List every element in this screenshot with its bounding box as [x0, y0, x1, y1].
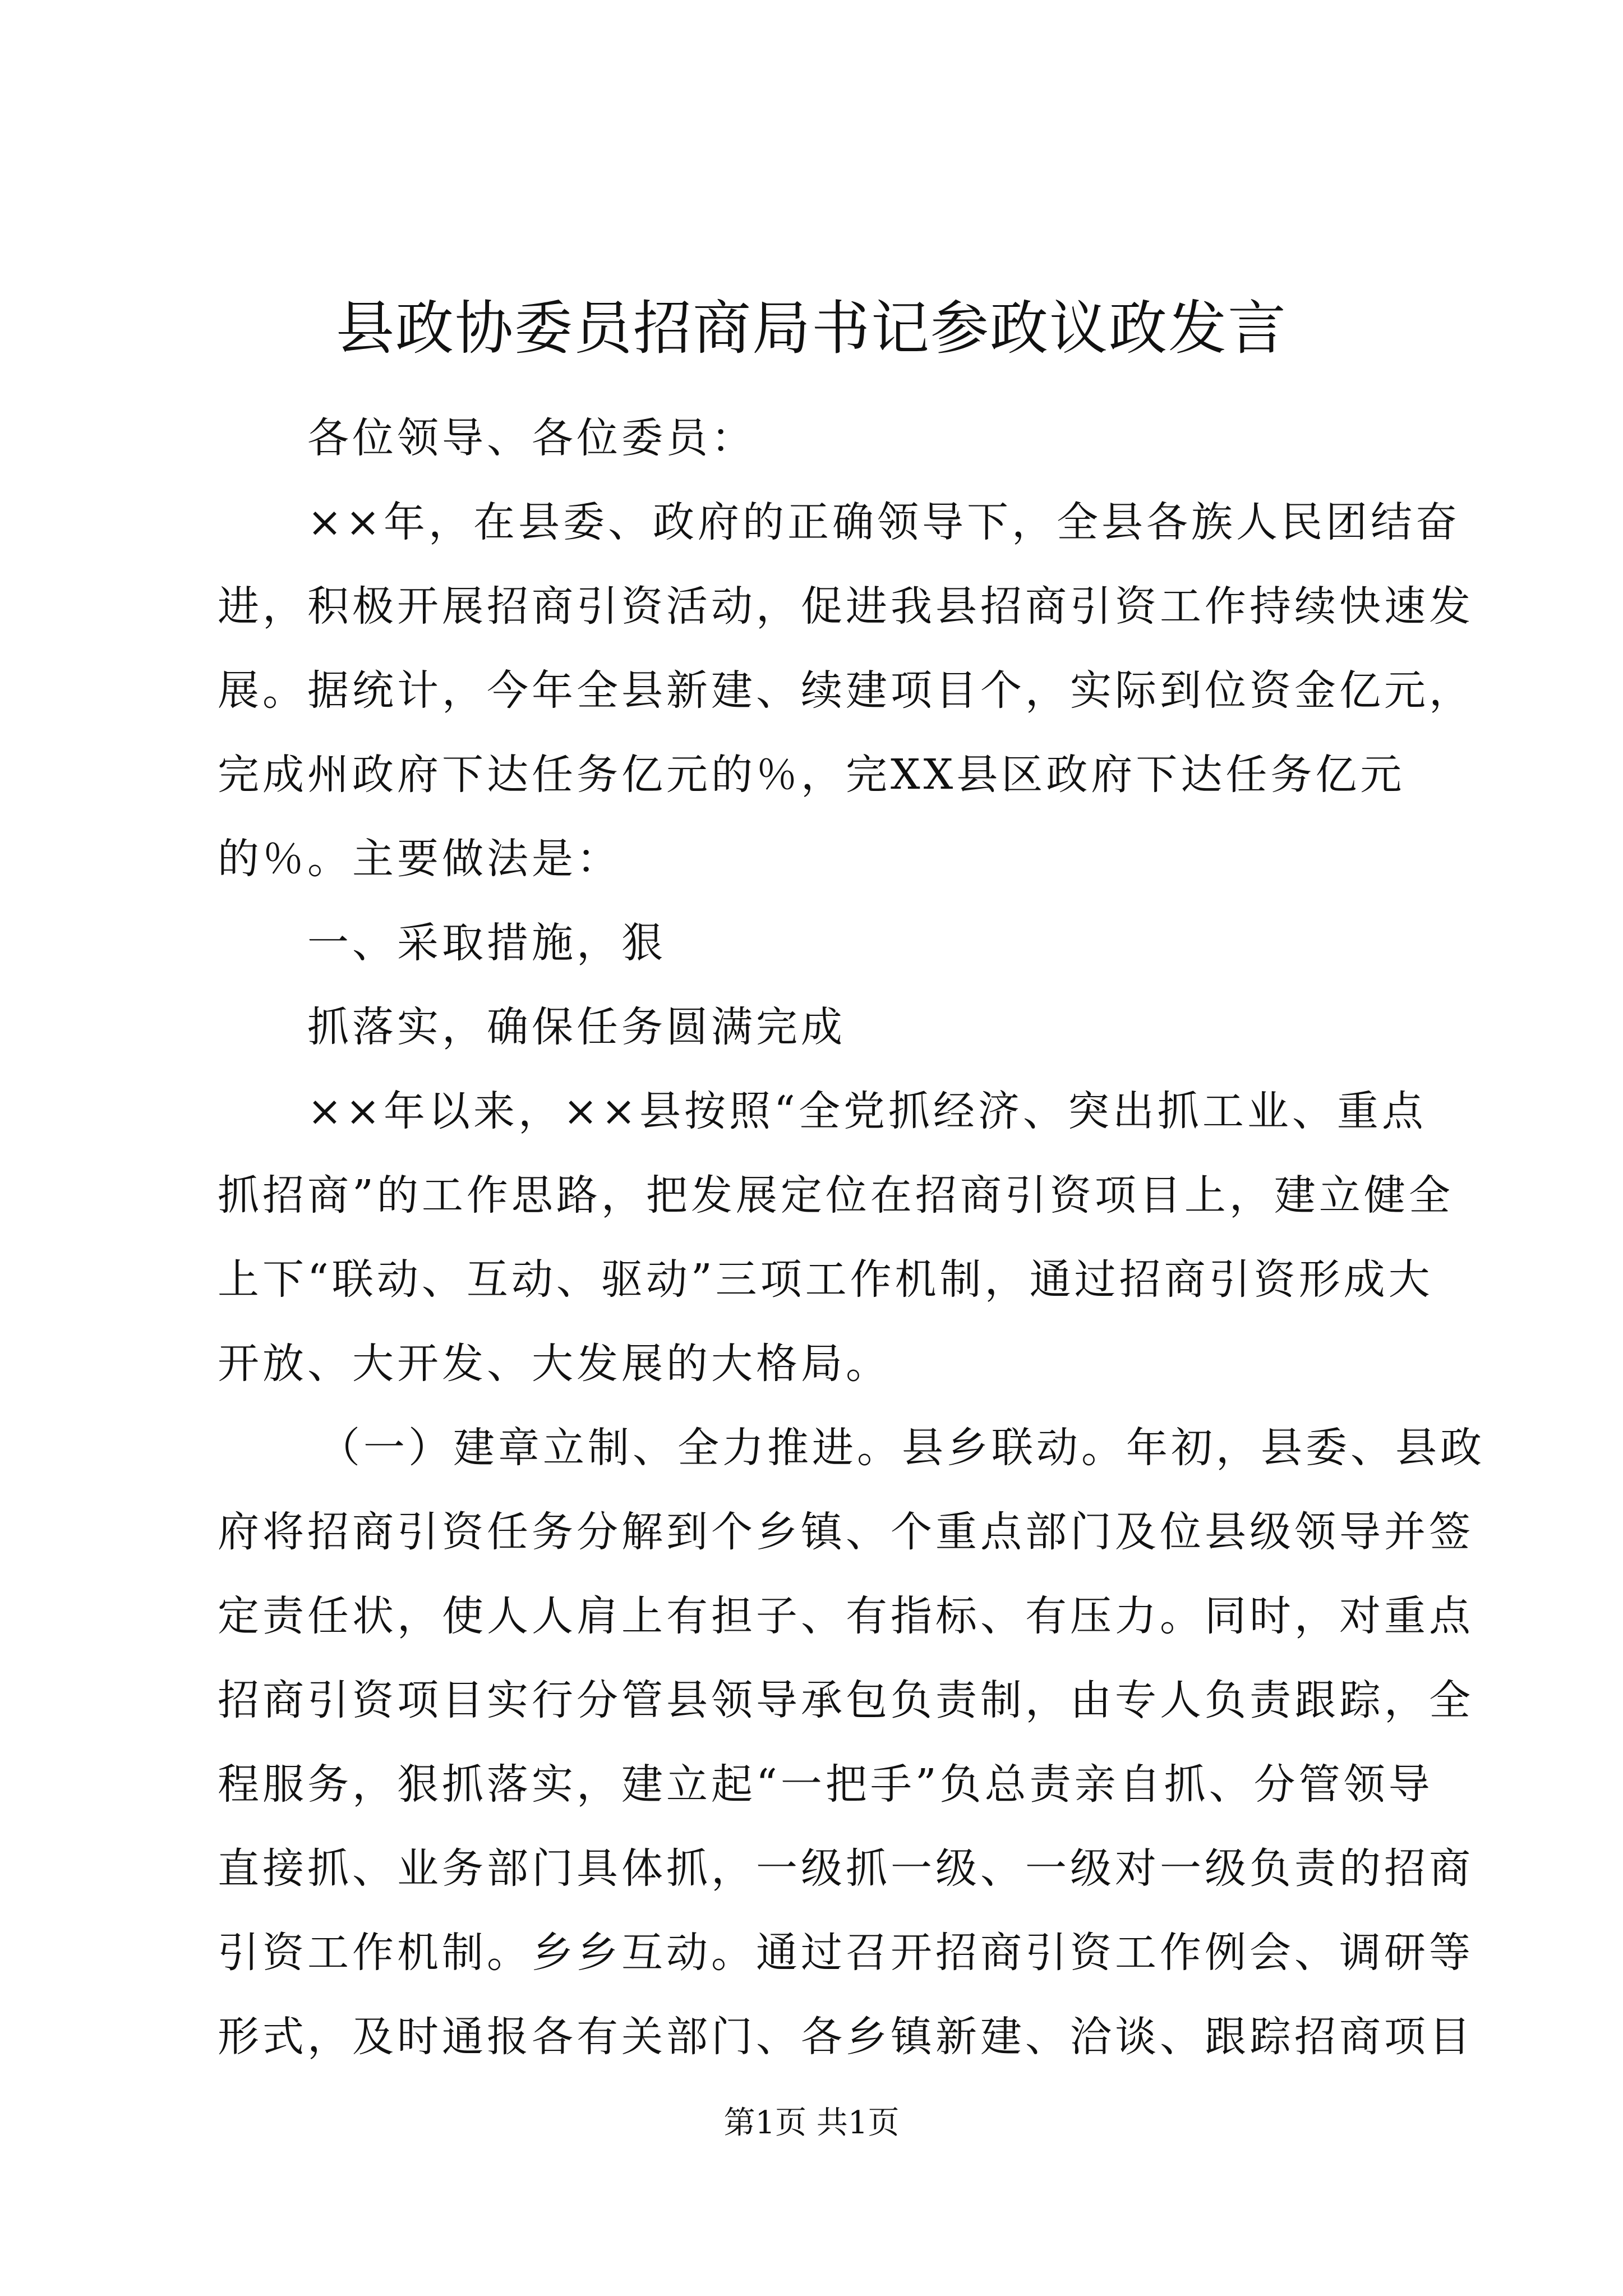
- paragraph-line: 的％。主要做法是：: [218, 835, 621, 883]
- page-footer: 第1页 共1页: [723, 2105, 900, 2141]
- paragraph-line: 展。据统计，今年全县新建、续建项目个，实际到位资金亿元，: [218, 666, 1474, 715]
- paragraph-line: 招商引资项目实行分管县领导承包负责制，由专人负责跟踪，全: [218, 1676, 1474, 1724]
- paragraph-line: 引资工作机制。乡乡互动。通过召开招商引资工作例会、调研等: [218, 1929, 1474, 1977]
- section-heading-line: 抓落实，确保任务圆满完成: [307, 1003, 846, 1051]
- paragraph-line: 府将招商引资任务分解到个乡镇、个重点部门及位县级领导并签: [218, 1508, 1474, 1556]
- paragraph-line: 上下“联动、互动、驱动”三项工作机制，通过招商引资形成大: [218, 1255, 1433, 1304]
- paragraph-line: 完成州政府下达任务亿元的％，完XX县区政府下达任务亿元: [218, 751, 1405, 799]
- salutation-line: 各位领导、各位委员：: [307, 414, 756, 462]
- paragraph-line: 形式，及时通报各有关部门、各乡镇新建、洽谈、跟踪招商项目: [218, 2013, 1474, 2061]
- subsection-line: （一）建章立制、全力推进。县乡联动。年初，县委、县政: [319, 1424, 1485, 1472]
- paragraph-line: 程服务，狠抓落实，建立起“一把手”负总责亲自抓、分管领导: [218, 1760, 1433, 1809]
- section-heading-line: 一、采取措施，狠: [307, 919, 666, 967]
- paragraph-line: 开放、大开发、大发展的大格局。: [218, 1340, 891, 1388]
- paragraph-line: 进，积极开展招商引资活动，促进我县招商引资工作持续快速发: [218, 582, 1474, 631]
- paragraph-line: 抓招商”的工作思路，把发展定位在招商引资项目上，建立健全: [218, 1171, 1454, 1220]
- document-title: 县政协委员招商局书记参政议政发言: [335, 294, 1287, 362]
- paragraph-line: ××年以来，××县按照“全党抓经济、突出抓工业、重点: [307, 1087, 1427, 1135]
- document-body: [218, 396, 1485, 2079]
- paragraph-line: 直接抓、业务部门具体抓，一级抓一级、一级对一级负责的招商: [218, 1844, 1474, 1893]
- paragraph-line: 定责任状，使人人肩上有担子、有指标、有压力。同时，对重点: [218, 1592, 1474, 1640]
- paragraph-line: ××年，在县委、政府的正确领导下，全县各族人民团结奋: [307, 498, 1461, 546]
